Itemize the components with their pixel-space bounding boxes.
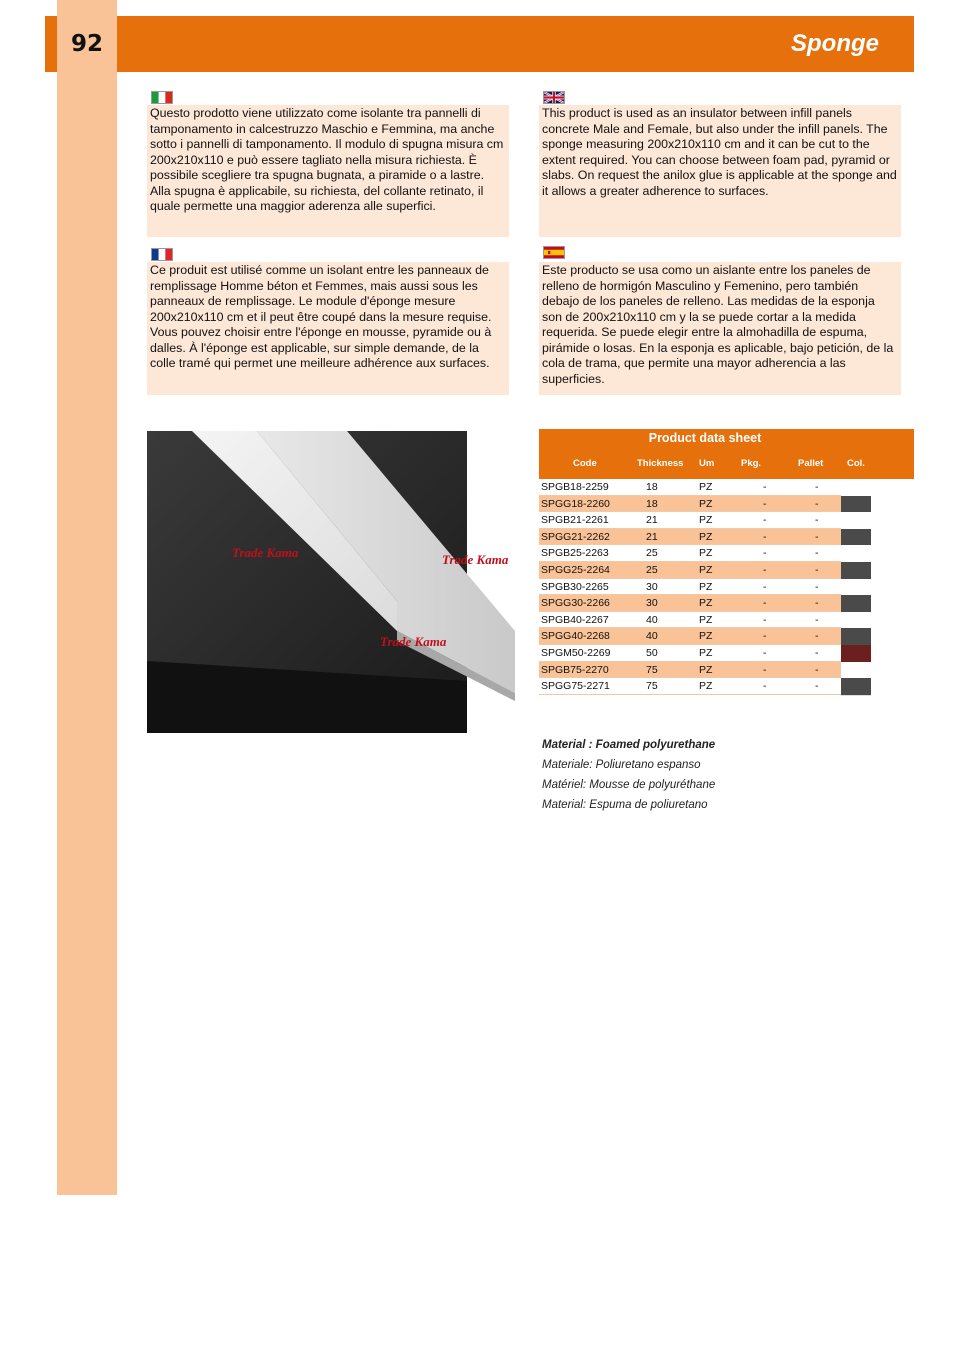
cell-um: PZ xyxy=(699,481,713,493)
cell-um: PZ xyxy=(699,497,713,510)
cell-thickness: 30 xyxy=(646,580,658,593)
cell-pallet: - xyxy=(815,530,819,543)
cell-um: PZ xyxy=(699,663,713,676)
cell-pkg: - xyxy=(763,497,767,510)
uk-flag-icon xyxy=(543,91,565,104)
table-row xyxy=(539,562,871,579)
cell-code: SPGM50-2269 xyxy=(541,646,611,659)
material-spanish: Material: Espuma de poliuretano xyxy=(542,799,708,811)
cell-code: SPGB30-2265 xyxy=(541,580,609,593)
cell-pkg: - xyxy=(763,663,767,676)
column-header-pallet: Pallet xyxy=(798,458,824,469)
table-row xyxy=(539,662,871,679)
table-row xyxy=(539,612,871,629)
material-english: Material : Foamed polyurethane xyxy=(542,739,716,751)
cell-pallet: - xyxy=(815,514,819,527)
cell-pkg: - xyxy=(763,580,767,593)
header-bar xyxy=(45,16,914,72)
cell-thickness: 40 xyxy=(646,630,658,643)
color-swatch xyxy=(841,479,871,497)
cell-code: SPGG30-2266 xyxy=(541,597,610,610)
table-row xyxy=(539,496,871,513)
cell-code: SPGG18-2260 xyxy=(541,497,610,510)
product-data-table xyxy=(539,429,914,695)
color-swatch xyxy=(841,612,871,630)
cell-code: SPGG75-2271 xyxy=(541,680,610,693)
description-spanish: Este producto se usa como un aislante entre los paneles de relleno de hormigón Masculino y Femenino, pero también debajo de los paneles de relleno. Las medidas de la esponja son de 200x210x110 cm y la se puede cortar a la medida requerida. Se puede elegir entre la almohadilla de espuma, pirámide o losas. En la esponja es aplicable, bajo petición, de la cola de trama, que permite una mayor adherencia a las superficies. xyxy=(539,262,901,395)
cell-thickness: 30 xyxy=(646,597,658,610)
table-row xyxy=(539,628,871,645)
cell-pkg: - xyxy=(763,680,767,693)
material-french: Matériel: Mousse de polyuréthane xyxy=(542,779,716,791)
cell-pkg: - xyxy=(763,547,767,560)
cell-um: PZ xyxy=(699,547,713,560)
cell-um: PZ xyxy=(699,563,713,576)
cell-pallet: - xyxy=(815,563,819,576)
cell-pallet: - xyxy=(815,597,819,610)
cell-um: PZ xyxy=(699,680,713,693)
table-row xyxy=(539,479,871,496)
cell-pallet: - xyxy=(815,547,819,560)
cell-um: PZ xyxy=(699,597,713,610)
cell-pallet: - xyxy=(815,680,819,693)
logo-text-1: Trade Kama xyxy=(232,545,299,560)
cell-code: SPGG21-2262 xyxy=(541,530,610,543)
cell-thickness: 75 xyxy=(646,680,658,693)
cell-code: SPGG40-2268 xyxy=(541,630,610,643)
cell-um: PZ xyxy=(699,613,713,626)
cell-pkg: - xyxy=(763,630,767,643)
column-header-color: Col. xyxy=(847,458,865,469)
cell-um: PZ xyxy=(699,646,713,659)
column-header-um: Um xyxy=(699,458,715,469)
table-row xyxy=(539,678,871,695)
page-title: Sponge xyxy=(791,30,879,57)
cell-pallet: - xyxy=(815,497,819,510)
cell-pkg: - xyxy=(763,481,767,493)
cell-code: SPGB40-2267 xyxy=(541,613,609,626)
france-flag-icon xyxy=(151,248,173,261)
cell-um: PZ xyxy=(699,530,713,543)
material-italian: Materiale: Poliuretano espanso xyxy=(542,759,701,771)
table-body xyxy=(539,479,914,695)
cell-pkg: - xyxy=(763,646,767,659)
cell-thickness: 21 xyxy=(646,530,658,543)
cell-pkg: - xyxy=(763,563,767,576)
column-header-thickness: Thickness xyxy=(637,458,684,469)
table-row xyxy=(539,579,871,596)
cell-thickness: 40 xyxy=(646,613,658,626)
cell-um: PZ xyxy=(699,630,713,643)
cell-code: SPGB25-2263 xyxy=(541,547,609,560)
description-french: Ce produit est utilisé comme un isolant entre les panneaux de remplissage Homme béton et Femmes, mais aussi sous les panneaux de remplissage. Le module d'éponge mesure 200x210x110 cm et il peut être coupé dans la mesure requise. Vous pouvez choisir entre l'éponge en mousse, pyramide ou à dalles. À l'éponge est applicable, sur simple demande, de la colle tramé qui permet une meilleure adhérence aux surfaces. xyxy=(147,262,509,395)
cell-pallet: - xyxy=(815,663,819,676)
cell-pkg: - xyxy=(763,530,767,543)
color-swatch xyxy=(841,678,871,696)
spain-flag-icon xyxy=(543,246,565,259)
materials-block xyxy=(542,735,715,815)
description-english: This product is used as an insulator between infill panels concrete Male and Female, but also under the infill panels. The sponge measuring 200x210x110 cm and it can be cut to the extent required. You can choose between foam pad, pyramid or slabs. On request the anilox glue is applicable at the sponge and it allows a greater adherence to surfaces. xyxy=(539,105,901,237)
logo-text-3: Trade Kama xyxy=(380,634,447,649)
table-title: Product data sheet xyxy=(648,431,762,445)
cell-thickness: 50 xyxy=(646,646,658,659)
cell-um: PZ xyxy=(699,580,713,593)
column-header-pkg: Pkg. xyxy=(741,458,762,469)
table-row xyxy=(539,512,871,529)
cell-um: PZ xyxy=(699,514,713,527)
table-header xyxy=(539,429,914,479)
color-swatch xyxy=(841,628,871,646)
product-photo xyxy=(147,431,515,733)
logo-text-2: Trade Kama xyxy=(442,552,509,567)
description-italian: Questo prodotto viene utilizzato come isolante tra pannelli di tamponamento in calcestruzzo Maschio e Femmina, ma anche sotto i pannelli di tamponamento. Il modulo di spugna misura cm 200x210x110 e può essere tagliato nella misura richiesta. È possibile scegliere tra spugna bugnata, a piramide o a lastre. Alla spugna è applicabile, su richiesta, del collante retinato, il quale permette una maggior aderenza alle superfici. xyxy=(147,105,509,237)
cell-thickness: 18 xyxy=(646,481,658,493)
color-swatch xyxy=(841,662,871,680)
color-swatch xyxy=(841,529,871,547)
table-row xyxy=(539,595,871,612)
cell-thickness: 18 xyxy=(646,497,658,510)
cell-pallet: - xyxy=(815,646,819,659)
cell-thickness: 25 xyxy=(646,547,658,560)
cell-thickness: 25 xyxy=(646,563,658,576)
cell-pkg: - xyxy=(763,613,767,626)
color-swatch xyxy=(841,496,871,514)
side-strip xyxy=(57,0,117,1195)
cell-code: SPGG25-2264 xyxy=(541,563,610,576)
table-row xyxy=(539,529,871,546)
cell-code: SPGB18-2259 xyxy=(541,481,609,493)
color-swatch xyxy=(841,562,871,580)
color-swatch xyxy=(841,579,871,597)
cell-thickness: 21 xyxy=(646,514,658,527)
table-row xyxy=(539,645,871,662)
table-row xyxy=(539,545,871,562)
italy-flag-icon xyxy=(151,91,173,104)
cell-pkg: - xyxy=(763,597,767,610)
cell-code: SPGB75-2270 xyxy=(541,663,609,676)
color-swatch xyxy=(841,512,871,530)
cell-code: SPGB21-2261 xyxy=(541,514,609,527)
cell-pallet: - xyxy=(815,481,819,493)
cell-thickness: 75 xyxy=(646,663,658,676)
color-swatch xyxy=(841,645,871,663)
cell-pkg: - xyxy=(763,514,767,527)
color-swatch xyxy=(841,545,871,563)
column-header-code: Code xyxy=(573,458,597,469)
color-swatch xyxy=(841,595,871,613)
cell-pallet: - xyxy=(815,630,819,643)
page-number: 92 xyxy=(57,16,117,72)
cell-pallet: - xyxy=(815,580,819,593)
cell-pallet: - xyxy=(815,613,819,626)
